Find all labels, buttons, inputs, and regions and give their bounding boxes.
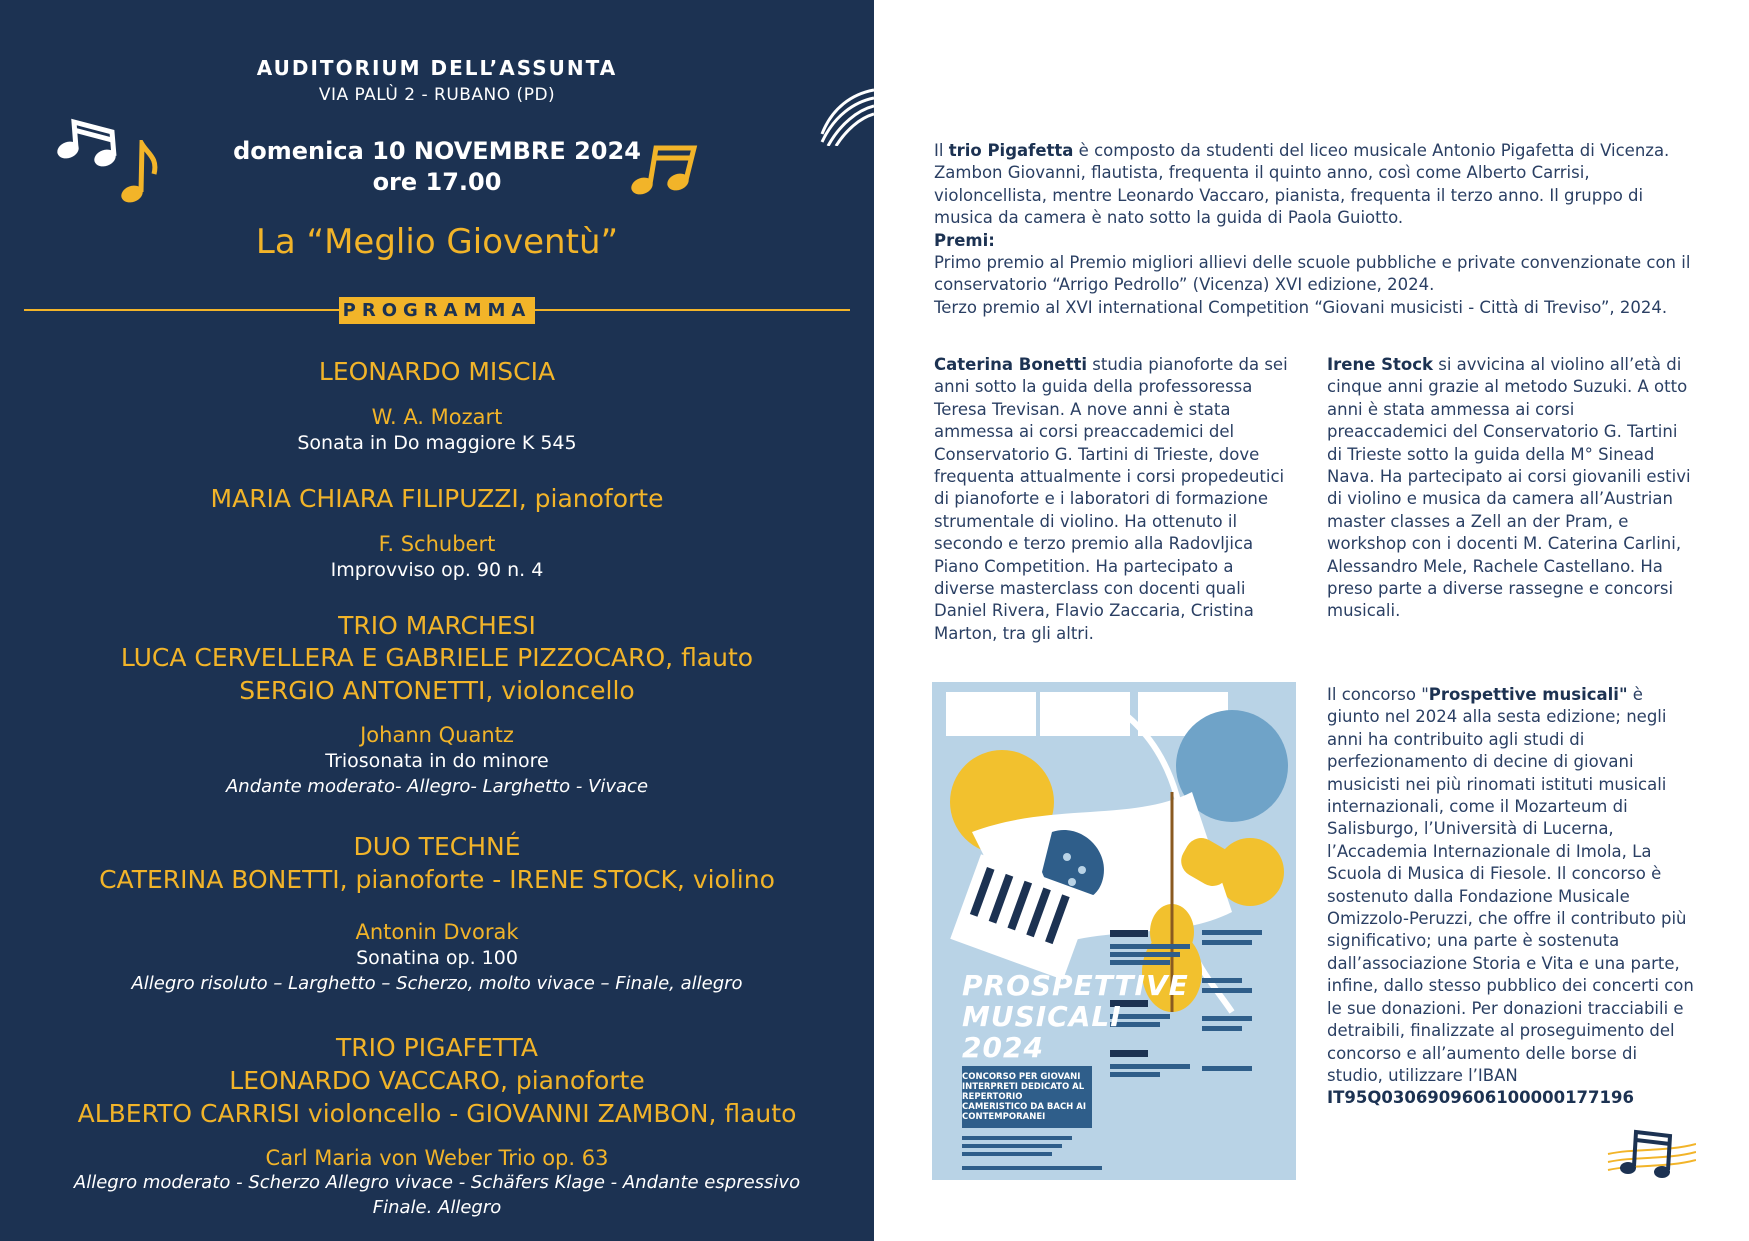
venue-name: AUDITORIUM DELL’ASSUNTA	[256, 56, 618, 80]
piece-1: Sonata in Do maggiore K 545	[297, 432, 577, 454]
composer-1: W. A. Mozart	[371, 405, 503, 429]
concorso-text	[1327, 684, 1695, 1110]
concorso-intro: Il concorso "	[1327, 685, 1429, 704]
stock-bio	[1327, 354, 1695, 623]
group-4: DUO TECHNÉ	[353, 832, 521, 861]
poster-title-line-1: PROSPETTIVE	[962, 969, 1189, 1002]
bonetti-text: studia pianoforte da sei anni sotto la guida della professoressa Teresa Trevisan. A nove anni è stata ammessa ai corsi preaccademici del Conservatorio G. Tartini di Trieste, dove frequenta attualmente i corsi propedeutici di pianoforte e i laboratori di formazione strumentale di violino. Ha ottenuto il secondo e terzo premio alla Radovljica Piano Competition. Ha partecipato a diverse masterclass con docenti quali Daniel Rivera, Flavio Zaccaria, Cristina Marton, tra gli altri.	[934, 355, 1288, 643]
bonetti-name: Caterina Bonetti	[934, 355, 1088, 374]
group-3-line-2: SERGIO ANTONETTI, violoncello	[239, 676, 635, 705]
music-notes-icon	[1606, 1124, 1696, 1184]
stock-text: si avvicina al violino all’età di cinque anni grazie al metodo Suzuki. A otto anni è stata ammessa ai corsi preaccademici del Conservatorio G. Tartini di Trieste sotto la guida della M° Sinead Nava. Ha partecipato ai corsi giovanili estivi di violino e musica da camera all’Austrian master classes a Zell an der Pram, e workshop con i docenti M. Caterina Carlini, Alessandro Mele, Rachele Castellano. Ha preso parte a diverse rassegne e concorsi musicali.	[1327, 355, 1691, 621]
composer-2: F. Schubert	[378, 532, 496, 556]
performer-1: LEONARDO MISCIA	[318, 357, 556, 386]
performer-2: MARIA CHIARA FILIPUZZI, pianoforte	[210, 484, 664, 513]
iban: IT95Q0306909606100000177196	[1327, 1088, 1634, 1108]
trio-intro: Il	[934, 141, 949, 160]
event-time: ore 17.00	[372, 168, 502, 196]
trio-pigafetta-bio	[934, 140, 1694, 319]
movements-3: Andante moderato- Allegro- Larghetto - Vivace	[225, 776, 649, 797]
stock-name: Irene Stock	[1327, 355, 1434, 374]
concorso-body: è giunto nel 2024 alla sesta edizione; negli anni ha contribuito agli studi di perfezionamento di decine di giovani musicisti nei più rinomati istituti musicali internazionali, come il Mozarteum di Salisburgo, l’Università di Lucerna, l’Accademia Internazionale di Imola, La Scuola di Musica di Fiesole. Il concorso è sostenuto dalla Fondazione Musicale Omizzolo-Peruzzi, che offre il contributo più significativo; una parte è sostenuta dall’associazione Storia e Vita e una parte, infine, dallo stesso pubblico dei concerti con le sue donazioni. Per donazioni tracciabili e detraibili, finalizzate al proseguimento del concorso e all’aumento delle borse di studio, utilizzare l’IBAN	[1327, 685, 1694, 1085]
premi-text-1: Primo premio al Premio migliori allievi delle scuole pubbliche e private convenzionate con il conservatorio “Arrigo Pedrollo” (Vicenza) XVI edizione, 2024.	[934, 253, 1691, 295]
group-5: TRIO PIGAFETTA	[335, 1033, 538, 1062]
premi-text-2: Terzo premio al XVI international Competition “Giovani musicisti - Città di Treviso”, 2024.	[934, 297, 1668, 317]
contest-poster	[932, 682, 1296, 1180]
poster-title-line-2: MUSICALI	[962, 1000, 1122, 1033]
group-3-line-1: LUCA CERVELLERA E GABRIELE PIZZOCARO, flauto	[120, 643, 754, 672]
trio-text: è composto da studenti del liceo musicale Antonio Pigafetta di Vicenza. Zambon Giovanni, flautista, frequenta il quinto anno, così come Alberto Carrisi, violoncellista, mentre Leonardo Vaccaro, pianista, frequenta il terzo anno. Il gruppo di musica da camera è nato sotto la guida di Paola Guiotto.	[934, 141, 1670, 228]
trio-name: trio Pigafetta	[948, 141, 1074, 160]
piece-3: Triosonata in do minore	[325, 750, 549, 772]
poster-title	[962, 970, 1189, 1063]
group-5-line-2: ALBERTO CARRISI violoncello - GIOVANNI ZAMBON, flauto	[77, 1099, 797, 1128]
event-date: domenica 10 NOVEMBRE 2024	[233, 137, 641, 165]
program-badge: PROGRAMMA	[339, 297, 535, 324]
staff-lines-icon	[818, 86, 874, 146]
group-3: TRIO MARCHESI	[338, 611, 536, 640]
movements-4: Allegro risoluto – Larghetto – Scherzo, molto vivace – Finale, allegro	[131, 973, 743, 994]
composer-3: Johann Quantz	[360, 723, 514, 747]
premi-label: Premi:	[934, 230, 995, 250]
group-5-line-1: LEONARDO VACCARO, pianoforte	[229, 1066, 645, 1095]
concorso-name: Prospettive musicali"	[1428, 685, 1628, 704]
group-4-line-1: CATERINA BONETTI, pianoforte - IRENE STOCK, violino	[99, 865, 775, 894]
composer-5: Carl Maria von Weber Trio op. 63	[265, 1146, 609, 1170]
movements-5a: Allegro moderato - Scherzo Allegro vivace - Schäfers Klage - Andante espressivo	[73, 1172, 801, 1193]
movements-5b: Finale. Allegro	[372, 1197, 502, 1218]
piece-4: Sonatina op. 100	[356, 947, 518, 969]
event-title: La “Meglio Gioventù”	[255, 222, 619, 262]
venue-address: VIA PALÙ 2 - RUBANO (PD)	[318, 85, 556, 105]
program-panel	[0, 0, 874, 1241]
piece-2: Improvviso op. 90 n. 4	[330, 559, 544, 581]
composer-4: Antonin Dvorak	[355, 920, 519, 944]
poster-title-line-3: 2024	[962, 1031, 1044, 1064]
bonetti-bio	[934, 354, 1296, 645]
poster-subtitle: CONCORSO PER GIOVANI INTERPRETI DEDICATO AL REPERTORIO CAMERISTICO DA BACH AI CONTEMPORANEI	[962, 1072, 1086, 1122]
